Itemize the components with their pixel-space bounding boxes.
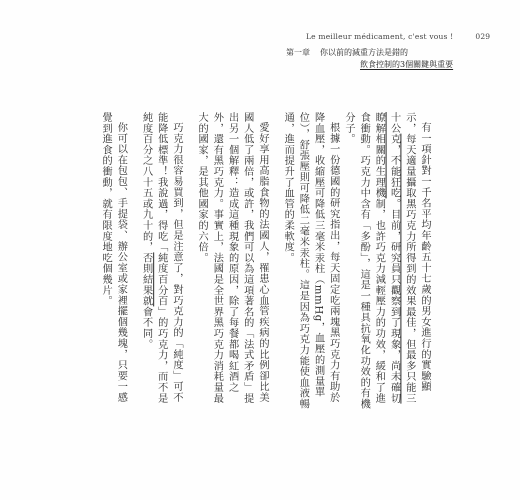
paragraph [341, 112, 432, 412]
running-head [306, 32, 490, 41]
page-number: 029 [475, 32, 491, 41]
body-text [88, 112, 432, 412]
paragraph-text: 你可以在包包、手提袋、辦公室或家裡擺個幾塊，只要一感覺到進食的衝動，就有限度地吃個幾片。 [100, 112, 127, 403]
paragraph [194, 112, 270, 412]
underlined-text: 純度百分百 [155, 252, 167, 307]
paragraph [98, 112, 128, 412]
paragraph [280, 112, 341, 412]
paragraph-text: 」的巧克力，而不是純度百分之八十五或九十的，否則結果就會不同。 [140, 112, 167, 404]
chapter-title: 你以前的減重方法是錯的 [320, 48, 408, 57]
paragraph-text: 巧克力很容易買到，但是注意了，對巧克力的「純度」可不能降低標準！我說過，得吃「 [155, 112, 182, 403]
chapter-heading [286, 47, 408, 58]
paragraph-text: 愛好享用高脂食物的法國人，罹患心血管疾病的比例卻比美國人低了兩倍，或許，我們可以為這項著名的「法式矛盾」提出另一個解釋：造成這種現象的原因，除了每餐都喝紅酒之外，還有黑巧克力。事實上，法國是全世界黑巧克力消耗量最大的國家，是其他國家的六倍。 [196, 112, 268, 404]
running-title: Le meilleur médicament, c'est vous ! [306, 32, 454, 41]
chapter-subtitle: 飲食控制的3個關鍵與重要 [360, 60, 454, 69]
underlined-text: 每天適量攝取黑巧克力所得到的效果最佳，但最多只能三十公克，不能狂吃 [388, 112, 415, 404]
paragraph-text: 有一項針對一千名平均年齡五十七歲的男女進行的實驗顯示， [403, 112, 430, 393]
paragraph-text: 根據一份德國的研究指出，每天固定吃兩塊黑巧克力有助於降血壓，收縮壓可降低三毫米汞柱（mmHg，血壓的測量單位），舒張壓則可降低二毫米汞柱。這是因為巧克力能使血液暢通，進而提升了血管的柔軟度。 [282, 112, 339, 410]
paragraph [138, 112, 184, 412]
paragraph-text: 。目前，研究員只觀察到了現象，尚未確切瞭解相關的生理機制，也許巧克力減輕壓力的功效，緩和了進食衝動。巧克力中含有「多酚」，這是一種具抗氧化功效的有機分子。 [342, 112, 400, 410]
chapter-number: 第一章 [286, 48, 310, 57]
